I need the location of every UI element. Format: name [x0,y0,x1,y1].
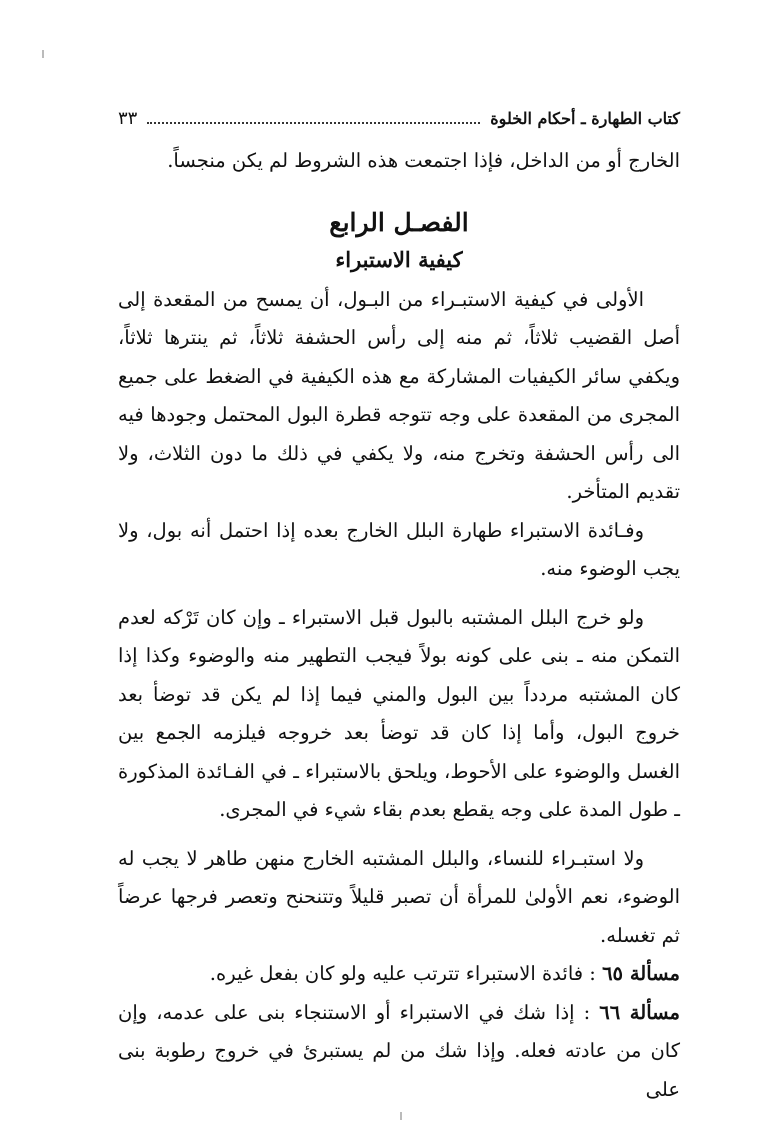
intro-paragraph: الخارج أو من الداخل، فإذا اجتمعت هذه الشروط لم يكن منجساً. [167,149,680,172]
issue-label: مسألة ٦٦ [599,1000,680,1024]
section-title: كيفية الاستبراء [335,246,463,272]
header-dot-leader [147,112,480,124]
header-title: كتاب الطهارة ـ أحكام الخلوة [490,109,680,128]
issue-text: : إذا شك في الاستبراء أو الاستنجاء بنى على عدمه، وإن كان من عادته فعله. وإذا شك من لم يستبرئ في خروج رطوبة بنى على [118,1000,680,1101]
paragraph: وفـائدة الاستبراء طهارة البلل الخارج بعده إذا احتمل أنه بول، ولا يجب الوضوء منه. [118,518,680,580]
page-number: ٣٣ [118,108,138,129]
running-header [118,108,680,142]
scan-mark [400,1112,402,1120]
issue-text: : فائدة الاستبراء تترتب عليه ولو كان بفعل غيره. [209,962,596,985]
paragraph: ولا استبـراء للنساء، والبلل المشتبه الخارج منهن طاهر لا يجب له الوضوء، نعم الأولىٰ للمرأة أن تصبر قليلاً وتتنحنح وتعصر فرجها عرضاً ثم تغسله. [118,846,680,947]
paragraph: الأولى في كيفية الاستبـراء من البـول، أن يمسح من المقعدة إلى أصل القضيب ثلاثاً، ثم منه إلى رأس الحشفة ثلاثاً، ثم ينترها ثلاثاً، ويكفي سائر الكيفيات المشاركة مع هذه الكيفية في الضغط على جميع المجرى من المقعدة على وجه تتوجه قطرة البول المحتمل وجودها فيه الى رأس الحشفة وتخرج منه، ولا يكفي في ذلك ما دون الثلاث، ولا تقديم المتأخر. [118,287,680,503]
issue-65 [118,955,680,994]
scan-mark [42,50,44,58]
issue-label: مسألة ٦٥ [602,962,680,985]
chapter-title: الفصـل الرابع [329,207,469,237]
issue-66 [118,994,680,1110]
paragraph: ولو خرج البلل المشتبه بالبول قبل الاستبراء ـ وإن كان تَرْكه لعدم التمكن منه ـ بنى على كونه بولاً فيجب التطهير منه والوضوء وكذا إذا كان المشتبه مردداً بين البول والمني فيما إذا لم يكن قد توضأ بعد خروج البول، وأما إذا كان قد توضأ بعد خروجه فيلزمه الجمع بين الغسل والوضوء على الأحوط، ويلحق بالاستبراء ـ في الفـائدة المذكورة ـ طول المدة على وجه يقطع بعدم بقاء شيء في المجرى. [118,605,680,821]
book-page [118,108,680,1109]
